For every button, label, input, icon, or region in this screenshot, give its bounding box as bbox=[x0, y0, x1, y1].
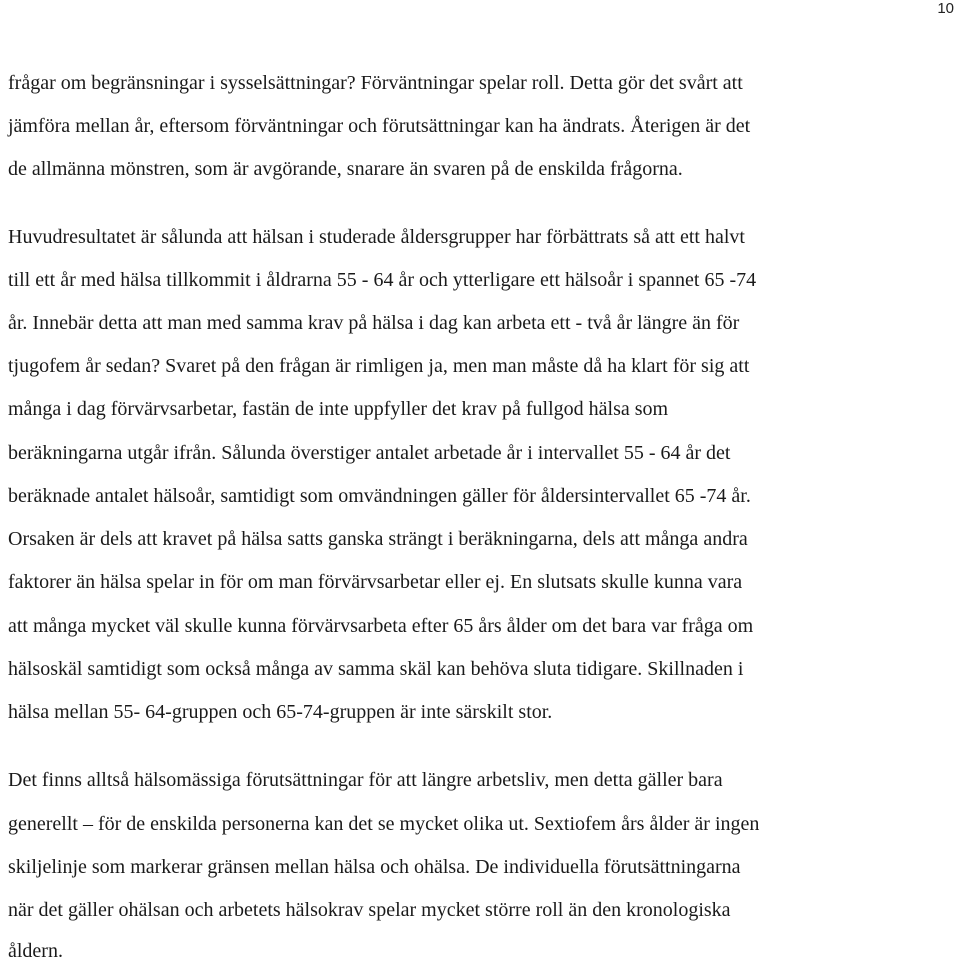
text-line: Huvudresultatet är sålunda att hälsan i studerade åldersgrupper har förbättrats så att ett halvt bbox=[8, 226, 745, 248]
text-line: att många mycket väl skulle kunna förvärvsarbeta efter 65 års ålder om det bara var fråga om bbox=[8, 615, 754, 637]
text-line: till ett år med hälsa tillkommit i åldrarna 55 - 64 år och ytterligare ett hälsoår i spannet 65 -74 bbox=[8, 269, 757, 291]
text-line: generellt – för de enskilda personerna kan det se mycket olika ut. Sextiofem års ålder är ingen bbox=[8, 813, 760, 835]
text-line: frågar om begränsningar i sysselsättningar? Förväntningar spelar roll. Detta gör det svårt att bbox=[8, 72, 743, 94]
text-line: faktorer än hälsa spelar in för om man förvärvsarbetar eller ej. En slutsats skulle kunna vara bbox=[8, 571, 743, 593]
text-line: när det gäller ohälsan och arbetets hälsokrav spelar mycket större roll än den kronologiska bbox=[8, 899, 731, 921]
text-line: hälsa mellan 55- 64-gruppen och 65-74-gruppen är inte särskilt stor. bbox=[8, 701, 553, 723]
page-number: 10 bbox=[937, 0, 954, 17]
text-line: åldern. bbox=[8, 940, 63, 962]
text-line: tjugofem år sedan? Svaret på den frågan är rimligen ja, men man måste då ha klart för sig att bbox=[8, 355, 750, 377]
text-line: många i dag förvärvsarbetar, fastän de inte uppfyller det krav på fullgod hälsa som bbox=[8, 398, 669, 420]
text-line: de allmänna mönstren, som är avgörande, snarare än svaren på de enskilda frågorna. bbox=[8, 158, 683, 180]
text-line: år. Innebär detta att man med samma krav på hälsa i dag kan arbeta ett - två år längre än för bbox=[8, 312, 740, 334]
text-line: beräkningarna utgår ifrån. Sålunda överstiger antalet arbetade år i intervallet 55 - 64 år det bbox=[8, 442, 731, 464]
text-line: Orsaken är dels att kravet på hälsa satts ganska strängt i beräkningarna, dels att många andra bbox=[8, 528, 748, 550]
text-line: hälsoskäl samtidigt som också många av samma skäl kan behöva sluta tidigare. Skillnaden i bbox=[8, 658, 744, 680]
text-line: beräknade antalet hälsoår, samtidigt som omvändningen gäller för åldersintervallet 65 -74 år. bbox=[8, 485, 751, 507]
text-line: Det finns alltså hälsomässiga förutsättningar för att längre arbetsliv, men detta gäller bara bbox=[8, 769, 723, 791]
text-line: jämföra mellan år, eftersom förväntningar och förutsättningar kan ha ändrats. Återigen är det bbox=[8, 115, 751, 137]
text-line: skiljelinje som markerar gränsen mellan hälsa och ohälsa. De individuella förutsättningarna bbox=[8, 856, 741, 878]
